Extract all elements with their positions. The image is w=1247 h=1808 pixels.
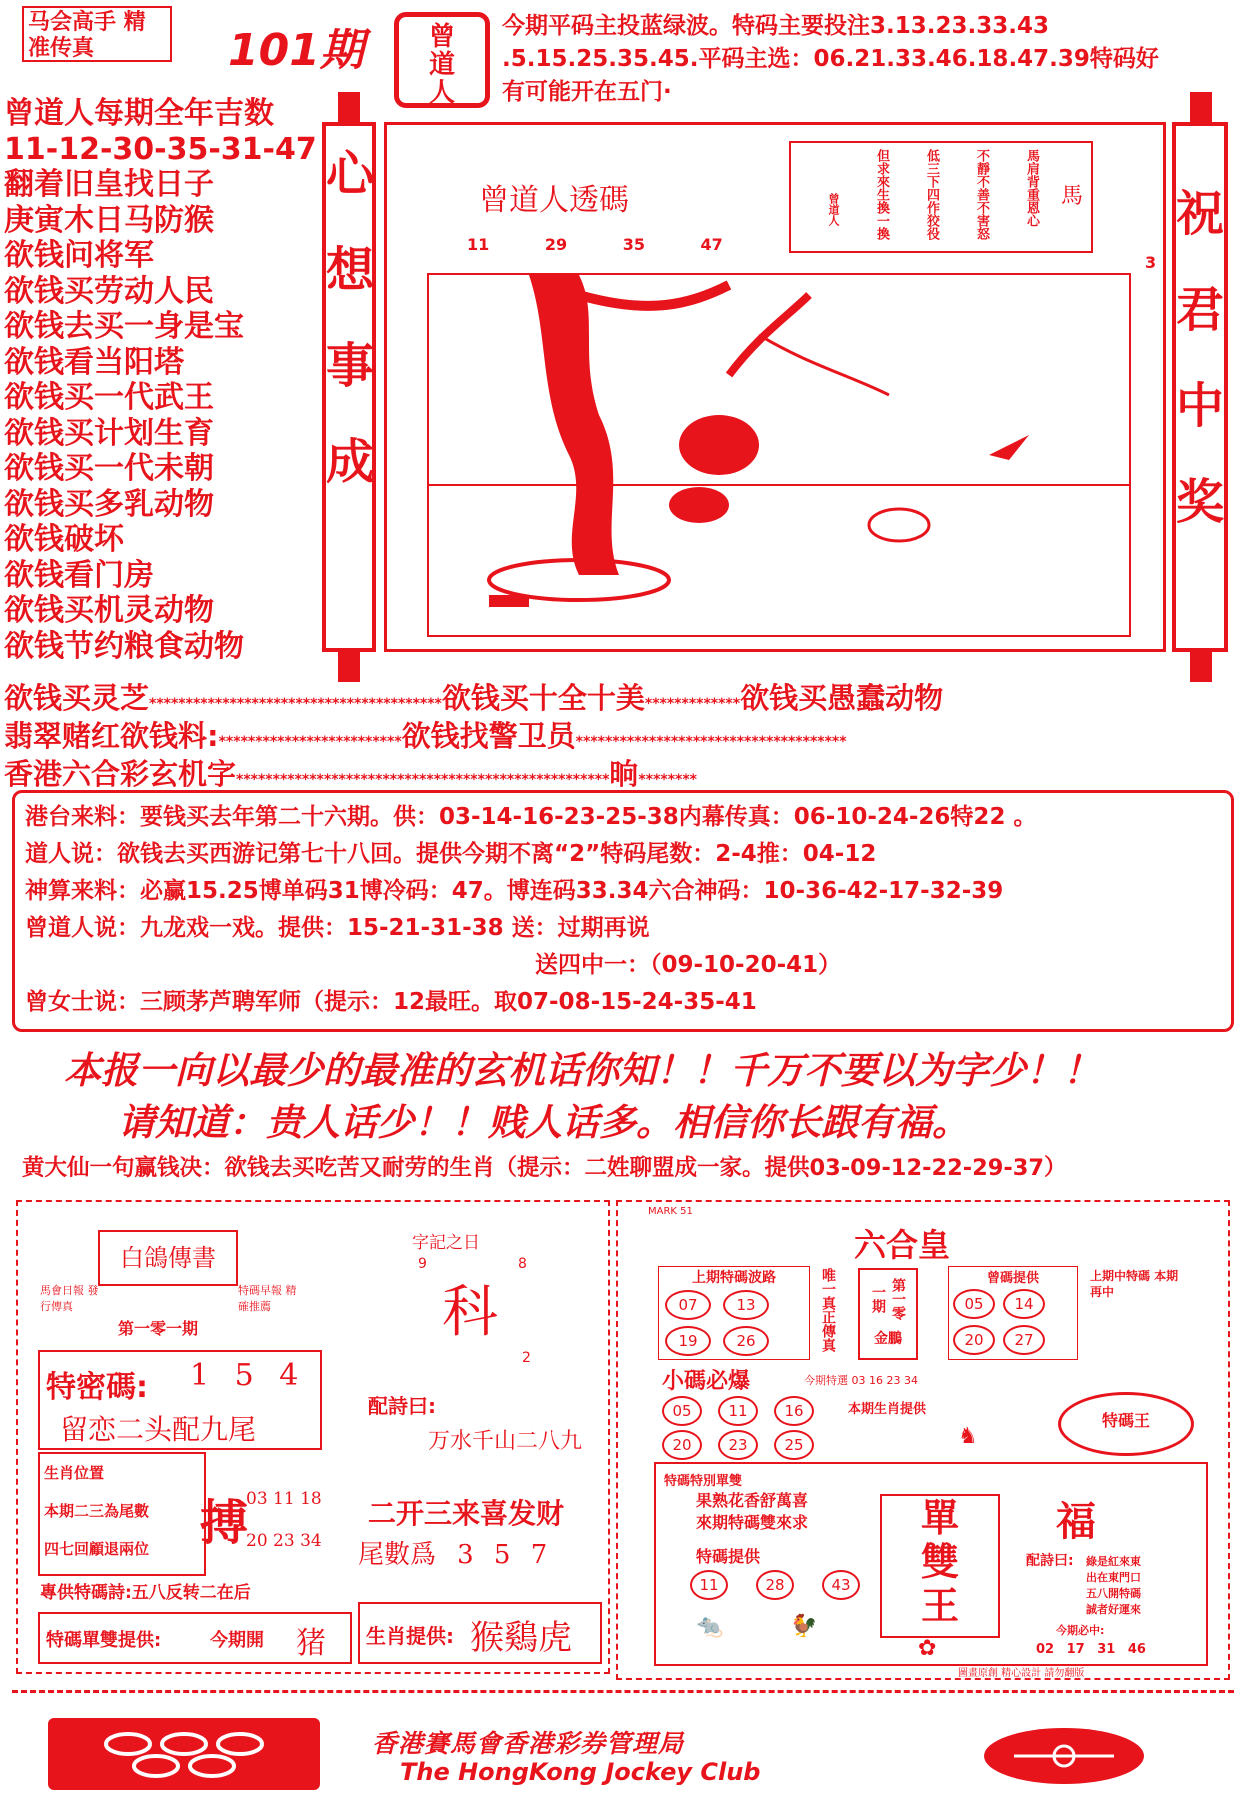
scroll-char: 祝 — [1176, 186, 1225, 242]
list-item: 欲钱买一代未朝 — [4, 451, 214, 486]
big-char: 王 — [920, 1584, 959, 1628]
notice-text — [502, 10, 1159, 109]
small-number-label: 小碼必爆 — [662, 1369, 751, 1394]
poem-box — [789, 141, 1093, 253]
painting-number: 11 — [467, 235, 490, 254]
big-char: 單 — [920, 1496, 959, 1540]
scroll-rod-top-right — [1190, 92, 1212, 122]
predict-panel — [654, 1462, 1208, 1666]
ball: 11 — [718, 1396, 758, 1426]
star-line-text: 欲钱买愚蠢动物 — [740, 681, 944, 715]
special-poem: 專供特碼詩:五八反转二在后 — [40, 1583, 251, 1603]
notice-line-2: .5.15.25.35.45.平码主选：06.21.33.46.18.47.39特码好 — [502, 46, 1159, 72]
ornament-icon — [984, 1728, 1144, 1784]
zodiac-offer-label: 生肖提供: — [366, 1624, 454, 1648]
oval-stamp — [1058, 1392, 1194, 1456]
tema-text: 留恋二头配九尾 — [60, 1413, 257, 1446]
zodiac-line: 本期二三為尾數 — [44, 1502, 150, 1520]
fu-poem-line: 誠者好運來 — [1086, 1603, 1141, 1616]
info-line: 港台来料：要钱买去年第二十六期。供：03-14-16-23-25-38内幕传真：06-10-24-26特22 。 — [25, 804, 1037, 830]
left-scroll-banner — [322, 122, 376, 652]
poem-line: 不靜不善不害怒 — [974, 149, 989, 240]
fu-poem — [1086, 1554, 1141, 1618]
star-line-stars: ************************* — [218, 734, 402, 750]
pigeon-title-box — [98, 1230, 238, 1286]
list-item: 欲钱买机灵动物 — [4, 593, 214, 628]
bo-numbers — [246, 1478, 322, 1562]
list-item: 欲钱买多乳动物 — [4, 486, 214, 522]
seal-stamp — [394, 12, 490, 108]
star-line-3 — [4, 752, 697, 793]
cloud-pattern-icon — [48, 1718, 320, 1790]
big-chars-box — [880, 1494, 1000, 1638]
last-wave-label: 上期特碼波路 — [692, 1270, 776, 1286]
poem-label: 配詩曰: — [368, 1394, 436, 1418]
slogan-2: 请知道：贵人话少！！贱人话多。相信你长跟有福。 — [118, 1100, 969, 1144]
list-item: 欲钱去买一身是宝 — [4, 309, 244, 344]
slogan-1: 本报一向以最少的最准的玄机话你知！！千万不要以为字少！！ — [64, 1048, 1100, 1092]
bo-number-row: 03 11 18 — [246, 1489, 322, 1509]
tree-birds-illustration — [429, 275, 1129, 635]
hot-number-label: 曾碼提供 — [986, 1271, 1039, 1286]
painting-number: 29 — [544, 235, 568, 254]
ball: 11 — [690, 1570, 728, 1600]
huang-daxian-line: 黄大仙一句赢钱决：欲钱去买吃苦又耐劳的生肖（提示：二姓聊盟成一家。提供03-09-12-22-29-37） — [22, 1155, 1067, 1181]
fu-note: 今期必中: — [1056, 1624, 1105, 1637]
scroll-char: 事 — [326, 338, 375, 394]
issue-box — [858, 1268, 918, 1360]
info-line: 曾道人说：九龙戏一戏。提供：15-21-31-38 送：过期再说 — [25, 915, 650, 941]
star-line-text: 翡翠赌红欲钱料: — [4, 719, 219, 753]
painting-frame — [384, 122, 1166, 652]
fu-character: 福 — [1056, 1499, 1096, 1545]
footer-note: 圖畫原創 精心設計 請勿翻版 — [958, 1668, 1085, 1679]
predict-line: 來期特碼雙來求 — [696, 1513, 809, 1532]
poem-line: 但求來生換一換 — [874, 149, 889, 240]
flower-icon: ✿ — [918, 1636, 937, 1661]
right-lower-panel — [616, 1200, 1230, 1680]
danshuang-today: 今期開 — [210, 1630, 264, 1651]
star-line-stars: ************* — [644, 696, 741, 712]
list-item: 曾道人每期全年吉数 — [4, 96, 274, 131]
star-line-text: 香港六合彩玄机字 — [4, 757, 237, 791]
list-item: 欲钱节约粮食动物 — [4, 628, 244, 664]
notice-line-3: 有可能开在五门· — [502, 79, 672, 105]
issue-box-line: 第一零一期 — [870, 1278, 906, 1320]
ball: 27 — [1003, 1325, 1045, 1355]
ball: 16 — [774, 1396, 814, 1426]
star-line-1 — [4, 676, 943, 717]
star-line-2 — [4, 714, 847, 755]
fu-poem-label: 配詩曰: — [1026, 1553, 1074, 1569]
seal-text: 曾道人 — [428, 22, 455, 108]
ball: 07 — [665, 1290, 711, 1320]
bottom-numbers: 02 17 31 46 — [1036, 1642, 1146, 1657]
vertical-note: 唯一真正傳真 — [820, 1268, 836, 1352]
period-label: 第一零一期 — [118, 1319, 199, 1338]
zodiac-position-box — [38, 1452, 206, 1576]
ball: 28 — [756, 1570, 794, 1600]
tema-box — [38, 1350, 322, 1450]
star-line-text: 晌 — [609, 757, 639, 791]
danshuang-value: 猪 — [296, 1626, 326, 1661]
scroll-rod-top-left — [338, 92, 360, 122]
liuhe-title: 六合皇 — [854, 1226, 951, 1264]
info-line: 送四中一：（09-10-20-41） — [535, 952, 842, 978]
last-wave-box — [658, 1266, 810, 1360]
star-line-stars: ************************************* — [575, 734, 847, 750]
star-line-text: 欲钱买灵芝 — [4, 681, 150, 715]
fu-poem-line: 五八開特碼 — [1086, 1587, 1141, 1600]
fu-poem-line: 綠是紅來東 — [1086, 1555, 1141, 1568]
poem-line: 低三下四作狡役 — [924, 149, 939, 240]
scroll-char: 心 — [326, 146, 375, 202]
zodiac-line: 生肖位置 — [44, 1464, 105, 1482]
list-item: 翻着旧皇找日子 — [4, 167, 214, 202]
footer-logo-right — [984, 1728, 1144, 1784]
ball: 20 — [953, 1325, 995, 1355]
left-lower-panel — [16, 1200, 610, 1674]
oval-stamp-text: 特碼王 — [1101, 1411, 1150, 1430]
predict-line: 果熟花香舒萬喜 — [696, 1491, 809, 1510]
poem-title: 馬 — [1060, 184, 1083, 209]
predict-sub: 特碼提供 — [696, 1547, 761, 1566]
star-line-stars: ******** — [638, 772, 697, 788]
scroll-char: 中 — [1176, 378, 1225, 434]
poem-author: 曾道人 — [827, 193, 840, 226]
info-line: 神算来料：必赢15.25博单码31博冷码：47。博连码33.34六合神码：10-36-42-17-32-39 — [25, 878, 1004, 904]
mark-band-top — [648, 1206, 1208, 1217]
ball: 19 — [665, 1326, 711, 1356]
zodiac-offer-label-right: 本期生肖提供 — [848, 1402, 927, 1417]
ball: 23 — [718, 1430, 758, 1460]
danshuang-box — [38, 1612, 352, 1664]
small-number-grid — [654, 1394, 844, 1462]
list-item: 欲钱看当阳塔 — [4, 344, 184, 380]
side-note-a: 馬會日報 發行傳真 — [40, 1284, 99, 1313]
painting-inner — [427, 273, 1131, 637]
side-note-b: 特碼早報 精確推薦 — [238, 1284, 297, 1313]
ball: 20 — [662, 1430, 702, 1460]
footer-english: The HongKong Jockey Club — [400, 1758, 761, 1786]
predict-lines — [696, 1490, 808, 1534]
issue-number: 101期 — [228, 25, 364, 76]
issue-box-line: 金鵬 — [874, 1331, 902, 1347]
riddle-header: 字記之日 — [412, 1233, 480, 1253]
painting-corner-number: 3 — [1145, 253, 1157, 272]
bo-number-row: 20 23 34 — [246, 1531, 322, 1551]
predict-number-row — [676, 1570, 874, 1600]
painting-number: 47 — [700, 235, 723, 254]
danshuang-label: 特碼單雙提供: — [46, 1630, 162, 1651]
footer-logo-left — [48, 1718, 320, 1790]
hot-number-box — [948, 1266, 1078, 1360]
dashed-divider — [12, 1690, 1234, 1693]
ball: 05 — [953, 1289, 995, 1319]
star-line-stars: **************************************** — [149, 696, 442, 712]
left-riddle-list — [4, 96, 317, 664]
riddle-num-right: 8 — [518, 1256, 527, 1272]
logo-text: 马会高手 精准传真 — [28, 10, 146, 61]
star-line-text: 欲钱买十全十美 — [441, 681, 645, 715]
weishu-row — [358, 1534, 553, 1571]
horse-icon: ♞ — [958, 1424, 978, 1449]
list-item: 欲钱买一代武王 — [4, 380, 214, 415]
tema-numbers: 1 5 4 — [190, 1358, 307, 1393]
small-number-sub: 今期特選 03 16 23 34 — [804, 1374, 918, 1387]
side-text: 上期中特碼 本期再中 — [1090, 1269, 1179, 1299]
logo-block — [22, 6, 172, 62]
star-line-text: 欲钱找警卫员 — [401, 719, 576, 753]
ball: 26 — [723, 1326, 769, 1356]
weishu-label: 尾數爲 — [358, 1540, 437, 1570]
ball: 13 — [723, 1290, 769, 1320]
ball: 05 — [662, 1396, 702, 1426]
predict-label: 特碼特別單雙 — [664, 1474, 743, 1489]
scroll-char: 君 — [1176, 282, 1225, 338]
list-item: 欲钱破坏 — [4, 522, 124, 557]
list-item: 欲钱看门房 — [4, 557, 154, 593]
scroll-char: 成 — [326, 434, 375, 490]
right-scroll-banner — [1172, 122, 1228, 652]
bo-character: 搏 — [200, 1495, 249, 1551]
list-item: 欲钱买计划生育 — [4, 415, 214, 451]
info-box — [12, 790, 1234, 1032]
poem-text: 万水千山二八九 — [428, 1429, 583, 1454]
band-text: MARK 51 — [648, 1206, 693, 1217]
tema-label: 特密碼: — [46, 1370, 148, 1405]
weishu-numbers: 3 5 7 — [457, 1540, 554, 1570]
fortune-line: 二开三来喜发财 — [368, 1497, 565, 1530]
info-line: 曾女士说：三顾茅芦聘军师（提示：12最旺。取07-08-15-24-35-41 — [25, 989, 757, 1015]
animal-icons: 🐀 🐓 — [696, 1614, 818, 1639]
scroll-rod-bottom-right — [1190, 652, 1212, 682]
list-item: 11-12-30-35-31-47 — [4, 131, 317, 167]
painting-numbers — [467, 235, 723, 254]
zodiac-line: 四七回顧退兩位 — [44, 1540, 150, 1558]
list-item: 欲钱买劳动人民 — [4, 273, 214, 309]
pigeon-title: 白鴿傳書 — [120, 1244, 216, 1272]
scroll-char: 想 — [326, 242, 375, 298]
notice-line-1: 今期平码主投蓝绿波。特码主要投注3.13.23.33.43 — [502, 13, 1049, 39]
ball: 25 — [774, 1430, 814, 1460]
riddle-num-left: 9 — [418, 1256, 427, 1272]
scroll-char: 奖 — [1176, 474, 1225, 530]
ball: 14 — [1003, 1289, 1045, 1319]
zodiac-offer-value: 猴鷄虎 — [470, 1618, 572, 1658]
ball: 43 — [822, 1570, 860, 1600]
riddle-corner: 2 — [522, 1350, 531, 1366]
list-item: 庚寅木日马防猴 — [4, 202, 214, 238]
painting-title: 曾道人透碼 — [479, 183, 629, 218]
fu-poem-line: 出在東門口 — [1086, 1571, 1141, 1584]
zodiac-offer-box — [358, 1602, 602, 1664]
poem-line: 馬肩背重恩心 — [1024, 149, 1039, 227]
info-line: 道人说：欲钱去买西游记第七十八回。提供今期不离“2”特码尾数：2-4推：04-12 — [25, 841, 877, 867]
star-line-stars: *************************************************** — [236, 772, 610, 788]
footer-chinese: 香港賽馬會香港彩券管理局 — [372, 1729, 685, 1758]
riddle-character: 科 — [442, 1280, 498, 1345]
painting-number: 35 — [622, 235, 645, 254]
big-char: 雙 — [920, 1540, 959, 1584]
list-item: 欲钱问将军 — [4, 238, 154, 273]
